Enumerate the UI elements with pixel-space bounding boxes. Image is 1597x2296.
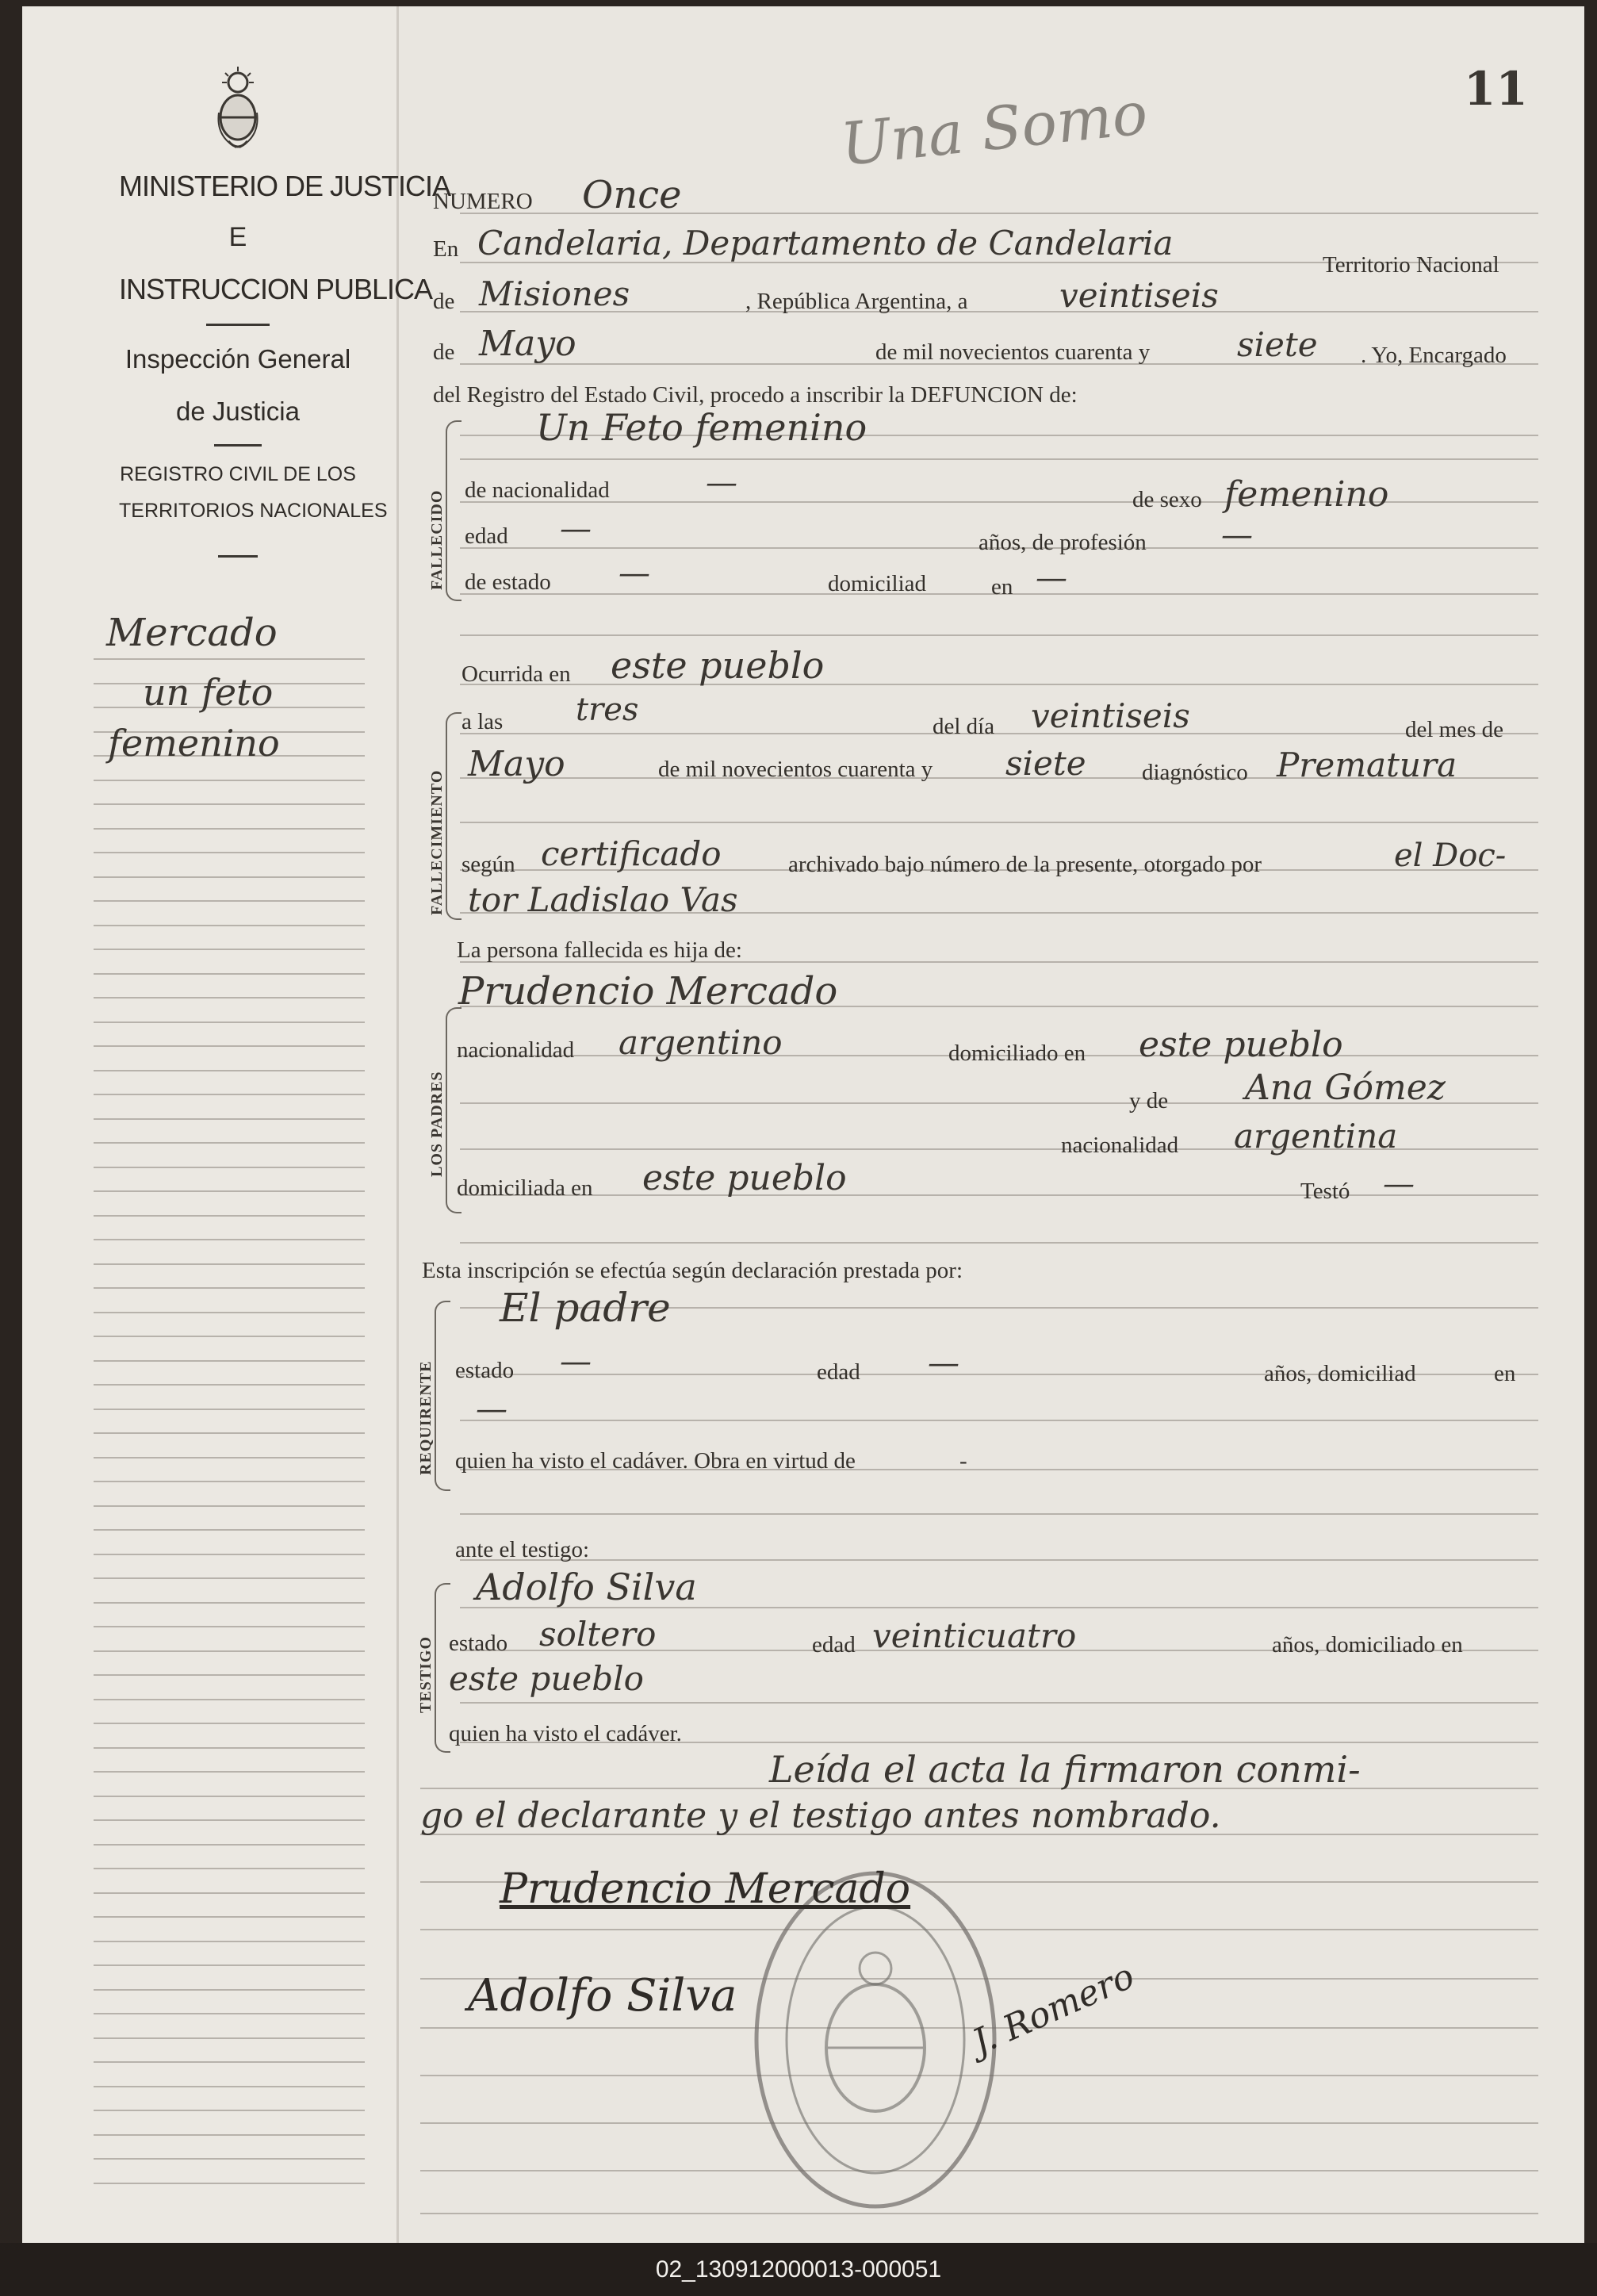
- deceased-name: Un Feto femenino: [536, 406, 867, 449]
- margin-rule-line: [94, 2086, 365, 2087]
- margin-rule-line: [94, 1989, 365, 1991]
- section-brace: [435, 1583, 450, 1753]
- divider: [206, 324, 270, 326]
- mes-label: del mes de: [1405, 717, 1504, 742]
- estado-value: —: [619, 555, 650, 592]
- visto-label: quien ha visto el cadáver. Obra en virtud de: [455, 1448, 856, 1474]
- margin-rule-line: [94, 1747, 365, 1749]
- profesion-value: —: [1221, 517, 1253, 554]
- nacionalidad-value: argentina: [1234, 1117, 1398, 1156]
- estado-label: estado: [449, 1631, 508, 1656]
- year-value: siete: [1237, 325, 1318, 364]
- section-label-requirente: REQUIRENTE: [417, 1360, 435, 1475]
- anos-label: años, domiciliad: [1264, 1361, 1416, 1386]
- margin-rule-line: [94, 1554, 365, 1555]
- margin-rule-line: [94, 1868, 365, 1869]
- margin-rule-line: [94, 2158, 365, 2160]
- margin-rule-line: [94, 1577, 365, 1579]
- de-label: de: [433, 289, 455, 314]
- margin-rule-line: [94, 2013, 365, 2014]
- estado-label: estado: [455, 1358, 515, 1383]
- margin-rule-line: [94, 1045, 365, 1047]
- month-value: Mayo: [479, 324, 576, 364]
- diagnostico-value: Prematura: [1277, 746, 1457, 784]
- ruled-line: [460, 1194, 1538, 1196]
- margin-rule-line: [94, 2134, 365, 2136]
- margin-rule-line: [94, 2183, 365, 2184]
- nacionalidad-label: nacionalidad: [457, 1037, 575, 1063]
- margin-rule-line: [94, 925, 365, 926]
- margin-rule-line: [94, 1263, 365, 1265]
- margin-rule-line: [94, 1481, 365, 1482]
- visto-label: quien ha visto el cadáver.: [449, 1721, 682, 1746]
- ruled-line: [460, 1702, 1538, 1704]
- yde-label: y de: [1129, 1088, 1169, 1114]
- margin-rule-line: [94, 1771, 365, 1773]
- divider: [214, 444, 262, 447]
- scan-id: 02_130912000013-000051: [655, 2256, 942, 2283]
- dia-value: veintiseis: [1031, 696, 1190, 735]
- ministry-line3: INSTRUCCION PUBLICA: [119, 273, 433, 305]
- ruled-line: [460, 1513, 1538, 1515]
- margin-rule-line: [94, 973, 365, 975]
- testo-value: —: [1383, 1166, 1415, 1202]
- territorio-label: Territorio Nacional: [1323, 252, 1499, 278]
- ruled-line: [460, 458, 1538, 460]
- edad-label: edad: [817, 1359, 860, 1385]
- ocurrida-value: este pueblo: [611, 644, 825, 687]
- testigo-name: Adolfo Silva: [476, 1566, 697, 1608]
- margin-rule-line: [94, 1070, 365, 1071]
- ruled-line: [460, 733, 1538, 734]
- coat-of-arms-icon: [213, 65, 263, 160]
- margin-rule-line: [94, 1892, 365, 1894]
- ministry-line2: E: [228, 222, 247, 252]
- registry-line2: TERRITORIOS NACIONALES: [119, 500, 388, 522]
- hora-value: tres: [576, 692, 639, 728]
- inspection-line2: de Justicia: [176, 397, 300, 426]
- hija-label: La persona fallecida es hija de:: [457, 937, 742, 963]
- margin-rule-line: [94, 1022, 365, 1023]
- domiciliado-label: años, domiciliado en: [1272, 1632, 1463, 1658]
- margin-rule-line: [94, 1432, 365, 1434]
- margin-rule-line: [94, 2061, 365, 2063]
- ruled-line: [460, 822, 1538, 823]
- section-brace: [446, 712, 461, 920]
- visto-value: -: [959, 1448, 967, 1474]
- territory-value: Misiones: [479, 274, 630, 313]
- margin-note-line1: Mercado: [106, 611, 278, 655]
- en-label: en: [991, 574, 1013, 600]
- margin-note-line3: femenino: [108, 722, 280, 765]
- padre-name: Prudencio Mercado: [458, 969, 838, 1014]
- en-value: —: [476, 1391, 507, 1428]
- official-seal-stamp: [749, 1865, 1002, 2214]
- margin-rule-line: [94, 1094, 365, 1095]
- requirente-name: El padre: [500, 1285, 671, 1331]
- place-value: Candelaria, Departamento de Candelaria: [477, 224, 1174, 263]
- closing-line2: go el declarante y el testigo antes nombrado.: [420, 1796, 1221, 1836]
- margin-note-line2: un feto: [143, 671, 274, 714]
- divider: [218, 555, 258, 558]
- day-value: veintiseis: [1059, 276, 1219, 315]
- margin-rule-line: [94, 852, 365, 853]
- margin-rule-line: [94, 1336, 365, 1337]
- margin-rule-line: [94, 1118, 365, 1120]
- margin-rule-line: [94, 1699, 365, 1700]
- en-label: En: [433, 236, 459, 262]
- testo-label: Testó: [1300, 1179, 1350, 1204]
- closing-line1: Leída el acta la firmaron conmi-: [769, 1748, 1361, 1791]
- edad-value: —: [928, 1345, 959, 1382]
- sexo-value: femenino: [1224, 474, 1389, 515]
- signature-registrar: J. Romero: [967, 1956, 1141, 2063]
- domicilio-value: este pueblo: [1139, 1025, 1343, 1065]
- registry-line1: REGISTRO CIVIL DE LOS: [120, 463, 356, 485]
- edad-value: veinticuatro: [872, 1616, 1077, 1655]
- margin-rule-line: [94, 1626, 365, 1627]
- ruled-line: [460, 1559, 1538, 1561]
- estado-label: de estado: [465, 569, 551, 595]
- alas-label: a las: [461, 709, 504, 734]
- registro-label: del Registro del Estado Civil, procedo a inscribir la DEFUNCION de:: [433, 382, 1078, 408]
- margin-rule-line: [94, 1796, 365, 1797]
- requirente-intro: Esta inscripción se efectúa según declaración prestada por:: [422, 1258, 963, 1283]
- margin-rule-line: [94, 1287, 365, 1289]
- margin-rule-line: [94, 949, 365, 950]
- section-label-fallecido: FALLECIDO: [428, 489, 446, 590]
- margin-rule-line: [94, 1964, 365, 1966]
- nacionalidad-value: argentino: [619, 1023, 783, 1062]
- margin-rule-line: [94, 1602, 365, 1604]
- top-scribble: Una Somo: [837, 79, 1151, 180]
- ocurrida-label: Ocurrida en: [461, 661, 571, 687]
- signature-declarant: Prudencio Mercado: [500, 1865, 911, 1913]
- year-label: de mil novecientos cuarenta y: [875, 339, 1151, 365]
- en-label: en: [1494, 1361, 1516, 1386]
- profesion-label: años, de profesión: [978, 530, 1147, 555]
- estado-value: —: [560, 1343, 592, 1380]
- anio-label: de mil novecientos cuarenta y: [658, 757, 933, 782]
- domiciliada-value: este pueblo: [642, 1158, 847, 1198]
- en-value: —: [1036, 560, 1067, 596]
- margin-rule-line: [94, 803, 365, 805]
- section-label-testigo: TESTIGO: [417, 1635, 435, 1713]
- margin-rule-line: [94, 1723, 365, 1724]
- nacionalidad-label: nacionalidad: [1061, 1133, 1179, 1158]
- signature-witness: Adolfo Silva: [468, 1970, 737, 2022]
- segun-value: certificado: [541, 834, 722, 873]
- margin-rule-line: [94, 1167, 365, 1168]
- republica-label: , República Argentina, a: [745, 289, 968, 314]
- otorgado-value: tor Ladislao Vas: [468, 880, 738, 919]
- margin-rule-line: [94, 1650, 365, 1652]
- ruled-line: [460, 1242, 1538, 1244]
- section-label-fallecimiento: FALLECIMIENTO: [428, 769, 446, 915]
- sexo-label: de sexo: [1132, 487, 1202, 512]
- segun-label: según: [461, 852, 515, 877]
- ante-testigo-label: ante el testigo:: [455, 1537, 590, 1562]
- margin-rule-line: [94, 828, 365, 830]
- margin-rule-line: [94, 1674, 365, 1676]
- page-number: 11: [1464, 62, 1528, 116]
- section-brace: [435, 1301, 450, 1491]
- edad-label: edad: [812, 1632, 856, 1658]
- diagnostico-label: diagnóstico: [1142, 760, 1248, 785]
- margin-rule-line: [94, 1941, 365, 1942]
- margin-rule-line: [94, 1916, 365, 1918]
- mes-value: Mayo: [468, 744, 565, 784]
- edad-value: —: [560, 511, 592, 547]
- numero-value: Once: [582, 173, 682, 217]
- margin-rule-line: [94, 1190, 365, 1192]
- nacionalidad-label: de nacionalidad: [465, 477, 610, 503]
- edad-label: edad: [465, 523, 508, 549]
- section-label-padres: LOS PADRES: [428, 1071, 446, 1177]
- margin-rule-line: [94, 997, 365, 999]
- margin-rule-line: [94, 1457, 365, 1458]
- otorgado-value: el Doc-: [1394, 838, 1507, 874]
- domicilio-label: domiciliad: [828, 571, 927, 596]
- margin-rule-line: [94, 876, 365, 878]
- inspection-line1: Inspección General: [124, 344, 351, 374]
- domicilio-label: domiciliado en: [948, 1041, 1086, 1066]
- margin-rule-line: [94, 1239, 365, 1240]
- ministry-line1: MINISTERIO DE JUSTICIA: [119, 170, 451, 202]
- margin-rule-line: [94, 658, 365, 660]
- margin-rule-line: [94, 1409, 365, 1410]
- nacionalidad-value: —: [706, 465, 737, 501]
- margin-rule-line: [94, 900, 365, 902]
- margin-rule-line: [94, 1505, 365, 1507]
- margin-rule-line: [94, 780, 365, 781]
- margin-rule-line: [94, 1360, 365, 1362]
- margin-rule-line: [94, 1384, 365, 1386]
- domiciliada-label: domiciliada en: [457, 1175, 593, 1201]
- ruled-line: [460, 1420, 1538, 1421]
- margin-rule-line: [94, 2110, 365, 2111]
- estado-value: soltero: [539, 1615, 657, 1654]
- madre-name: Ana Gómez: [1245, 1068, 1446, 1108]
- numero-label: NUMERO: [433, 189, 533, 214]
- yo-label: . Yo, Encargado: [1361, 343, 1507, 368]
- anio-value: siete: [1005, 744, 1086, 783]
- ruled-line: [460, 634, 1538, 636]
- margin-rule-line: [94, 1312, 365, 1313]
- margin-rule-line: [94, 2037, 365, 2039]
- archivado-label: archivado bajo número de la presente, otorgado por: [788, 852, 1262, 877]
- margin-rule-line: [94, 1142, 365, 1144]
- domicilio-value: este pueblo: [449, 1659, 644, 1698]
- section-brace: [446, 420, 461, 601]
- margin-rule-line: [94, 1844, 365, 1846]
- margin-rule-line: [94, 1529, 365, 1531]
- margin-rule-line: [94, 1819, 365, 1821]
- dia-label: del día: [933, 714, 995, 739]
- margin-rule-line: [94, 1215, 365, 1217]
- de-label: de: [433, 339, 455, 365]
